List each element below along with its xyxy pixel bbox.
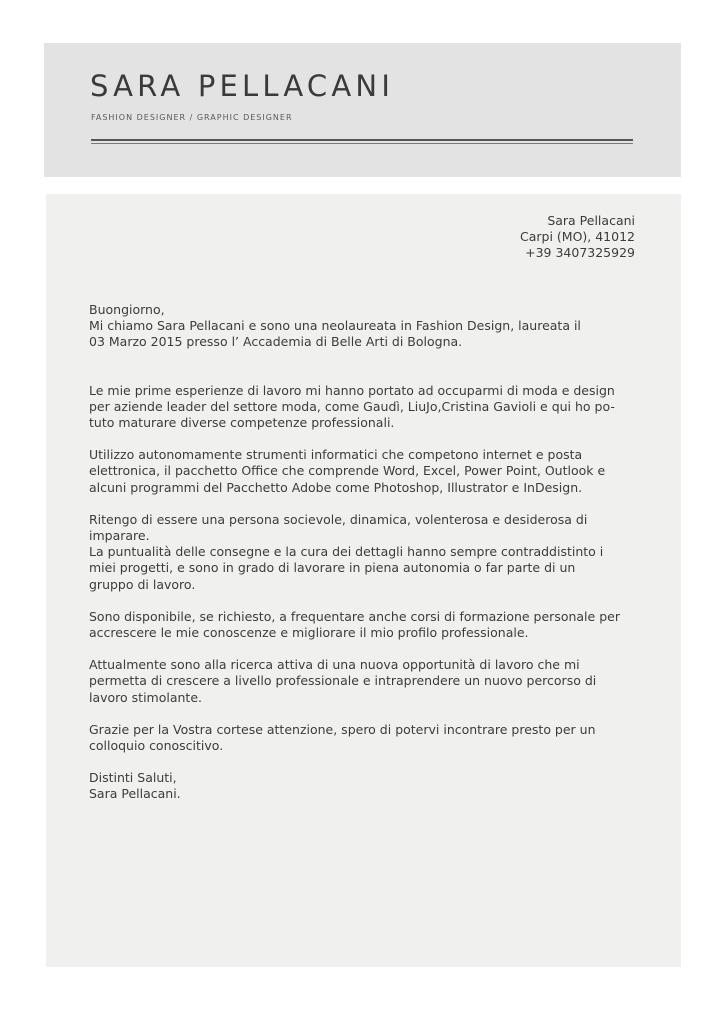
intro-line: 03 Marzo 2015 presso l’ Accademia di Belle Arti di Bologna. bbox=[89, 334, 463, 350]
intro-paragraph bbox=[89, 318, 634, 350]
header-rule-thick bbox=[91, 139, 633, 141]
paragraph-line: colloquio conoscitivo. bbox=[89, 738, 224, 754]
letter-panel bbox=[46, 194, 681, 967]
paragraph-line: Grazie per la Vostra cortese attenzione, spero di potervi incontrare presto per un bbox=[89, 721, 596, 737]
paragraph-availability bbox=[89, 609, 634, 641]
sender-city: Carpi (MO), 41012 bbox=[520, 229, 635, 245]
name-title: SARA PELLACANI bbox=[90, 69, 395, 103]
paragraph-search bbox=[89, 657, 634, 706]
closing-block bbox=[89, 770, 634, 802]
greeting-line: Buongiorno, bbox=[89, 302, 165, 317]
paragraph-line: miei progetti, e sono in grado di lavorare in piena autonomia o far parte di un bbox=[89, 560, 576, 576]
paragraph-line: tuto maturare diverse competenze professionali. bbox=[89, 415, 395, 431]
paragraph-line: permetta di crescere a livello professionale e intraprendere un nuovo percorso di bbox=[89, 673, 597, 689]
paragraph-line: lavoro stimolante. bbox=[89, 689, 202, 705]
paragraph-line: alcuni programmi del Pacchetto Adobe come Photoshop, Illustrator e InDesign. bbox=[89, 479, 583, 495]
paragraph-line: per aziende leader del settore moda, come Gaudì, LiuJo,Cristina Gavioli e qui ho po- bbox=[89, 398, 615, 414]
paragraph-line: Sono disponibile, se richiesto, a frequentare anche corsi di formazione personale per bbox=[89, 608, 620, 624]
paragraph-line: Utilizzo autonomamente strumenti informatici che competono internet e posta bbox=[89, 447, 583, 463]
paragraph-line: Attualmente sono alla ricerca attiva di una nuova opportunità di lavoro che mi bbox=[89, 657, 580, 673]
paragraph-line: imparare. bbox=[89, 528, 150, 544]
greeting bbox=[89, 302, 634, 318]
paragraph-line: Ritengo di essere una persona socievole, dinamica, volenterosa e desiderosa di bbox=[89, 511, 588, 527]
paragraph-line: elettronica, il pacchetto Office che comprende Word, Excel, Power Point, Outlook e bbox=[89, 463, 606, 479]
paragraph-line: accrescere le mie conoscenze e migliorare il mio profilo professionale. bbox=[89, 625, 529, 641]
letter-body bbox=[89, 302, 634, 803]
header-panel bbox=[44, 43, 681, 177]
intro-line: Mi chiamo Sara Pellacani e sono una neolaureata in Fashion Design, laureata il bbox=[89, 318, 581, 334]
paragraph-line: Le mie prime esperienze di lavoro mi hanno portato ad occuparmi di moda e design bbox=[89, 382, 615, 398]
paragraph-experience bbox=[89, 383, 634, 432]
subtitle: FASHION DESIGNER / GRAPHIC DESIGNER bbox=[91, 113, 293, 122]
sender-block bbox=[520, 213, 635, 262]
signature: Sara Pellacani. bbox=[89, 786, 181, 802]
paragraph-personality bbox=[89, 512, 634, 593]
paragraph-skills bbox=[89, 447, 634, 496]
paragraph-line: gruppo di lavoro. bbox=[89, 576, 196, 592]
sender-name: Sara Pellacani bbox=[547, 213, 635, 228]
header-rule-thin bbox=[91, 143, 633, 144]
sender-phone: +39 3407325929 bbox=[525, 245, 635, 261]
paragraph-line: La puntualità delle consegne e la cura dei dettagli hanno sempre contraddistinto i bbox=[89, 544, 604, 560]
closing: Distinti Saluti, bbox=[89, 770, 177, 786]
paragraph-thanks bbox=[89, 722, 634, 754]
